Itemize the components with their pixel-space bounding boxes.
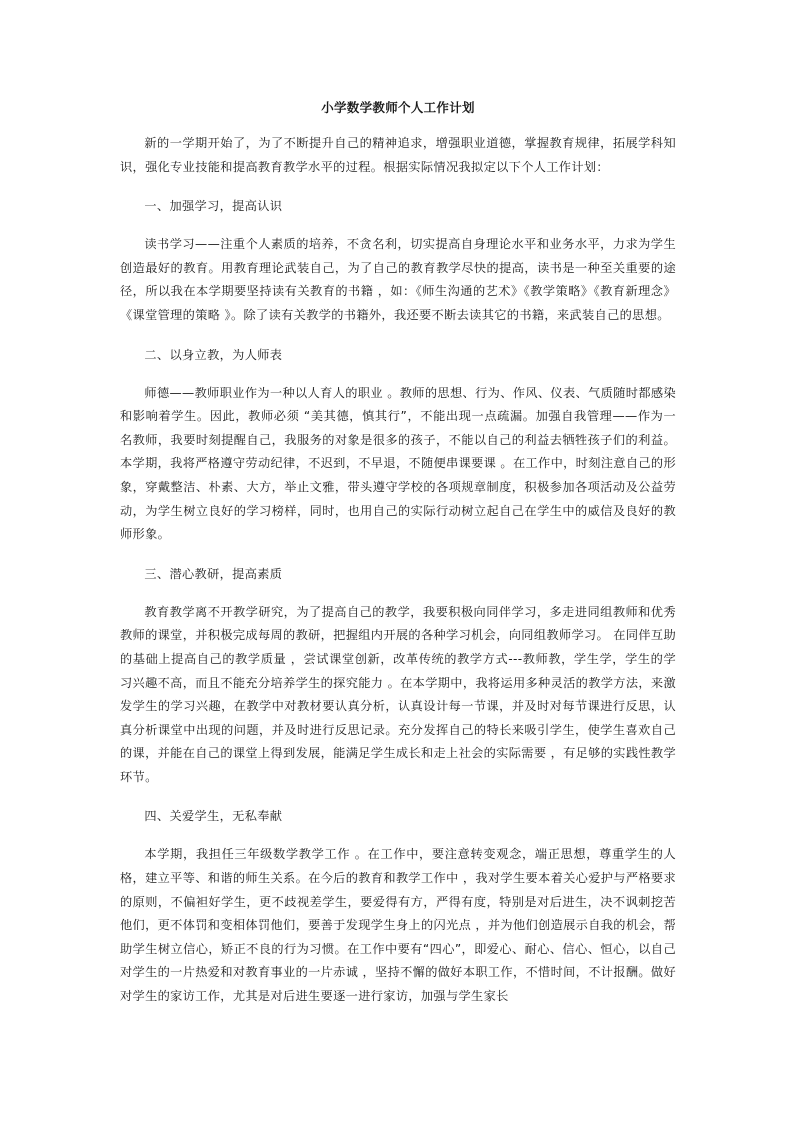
document-content	[120, 98, 676, 1025]
section-body-4: 本学期，我担任三年级数学教学工作 。在工作中，要注意转变观念，端正思想，尊重学生的人格，建立平等、和谐的师生关系。在今后的教育和教学工作中 ，我对学生要本着关心爱护与严格要求的原则，不偏袒好学生，更不歧视差学生，要爱得有方，严得有度，特别是对后进生，决不讽刺挖苦他们，更不体罚和变相体罚他们，要善于发现学生身上的闪光点 ，并为他们创造展示自我的机会，帮助学生树立信心，矫正不良的行为习惯。在工作中要有“四心”，即爱心、耐心、信心、恒心，以自己对学生的一片热爱和对教育事业的一片赤诚 ，坚持不懈的做好本职工作，不惜时间，不计报酬。做好对学生的家访工作，尤其是对后进生要逐一进行家访，加强与学生家长	[120, 847, 676, 1004]
section-body-3: 教育教学离不开教学研究，为了提高自己的教学，我要积极向同伴学习，多走进同组教师和优秀教师的课堂，并积极完成每周的教研，把握组内开展的各种学习机会，向同组教师学习。 在同伴互助的基础上提高自己的教学质量 ，尝试课堂创新，改革传统的教学方式---教师教，学生学，学生的学习兴趣不高，而且不能充分培养学生的探究能力 。在本学期中，我将运用多种灵活的教学方法，来激发学生的学习兴趣，在教学中对教材要认真分析，认真设计每一节课，并及时对每节课进行反思，认真分析课堂中出现的问题，并及时进行反思记录。充分发挥自己的特长来吸引学生，使学生喜欢自己的课，并能在自己的课堂上得到发展，能满足学生成长和走上社会的实际需要 ，有足够的实践性教学环节。	[120, 604, 676, 784]
section-body-1: 读书学习——注重个人素质的培养，不贪名利，切实提高自身理论水平和业务水平，力求为学生创造最好的教育。用教育理论武装自己，为了自己的教育教学尽快的提高，读书是一种至关重要的途径，所以我在本学期要坚持读有关教育的书籍 ，如：《师生沟通的艺术》《教学策略》《教育新理念》《课堂管理的策略 》。除了读有关教学的书籍外，我还要不断去读其它的书籍，来武装自己的思想。	[120, 237, 676, 322]
document-title: 小学数学教师个人工作计划	[321, 100, 475, 115]
section-heading-4: 四、关爱学生，无私奉献	[144, 809, 283, 824]
section-heading-3: 三、潜心教研，提高素质	[144, 566, 283, 581]
section-body-2: 师德——教师职业作为一种以人育人的职业 。教师的思想、行为、作风、仪表、气质随时都感染和影响着学生。因此，教师必须 “美其德，慎其行”，不能出现一点疏漏。加强自我管理——作为一名教师，我要时刻提醒自己，我服务的对象是很多的孩子，不能以自己的利益去牺牲孩子们的利益。本学期，我将严格遵守劳动纪律，不迟到，不早退，不随便串课要课 。在工作中，时刻注意自己的形象，穿戴整洁、朴素、大方，举止文雅，带头遵守学校的各项规章制度，积极参加各项活动及公益劳动，为学生树立良好的学习榜样，同时，也用自己的实际行动树立起自己在学生中的威信及良好的教师形象。	[120, 385, 676, 542]
intro-paragraph: 新的一学期开始了，为了不断提升自己的精神追求，增强职业道德，掌握教育规律，拓展学科知识，强化专业技能和提高教育教学水平的过程。根据实际情况我拟定以下个人工作计划：	[120, 136, 676, 174]
section-heading-2: 二、以身立教，为人师表	[144, 347, 283, 362]
section-heading-1: 一、加强学习，提高认识	[144, 199, 283, 214]
